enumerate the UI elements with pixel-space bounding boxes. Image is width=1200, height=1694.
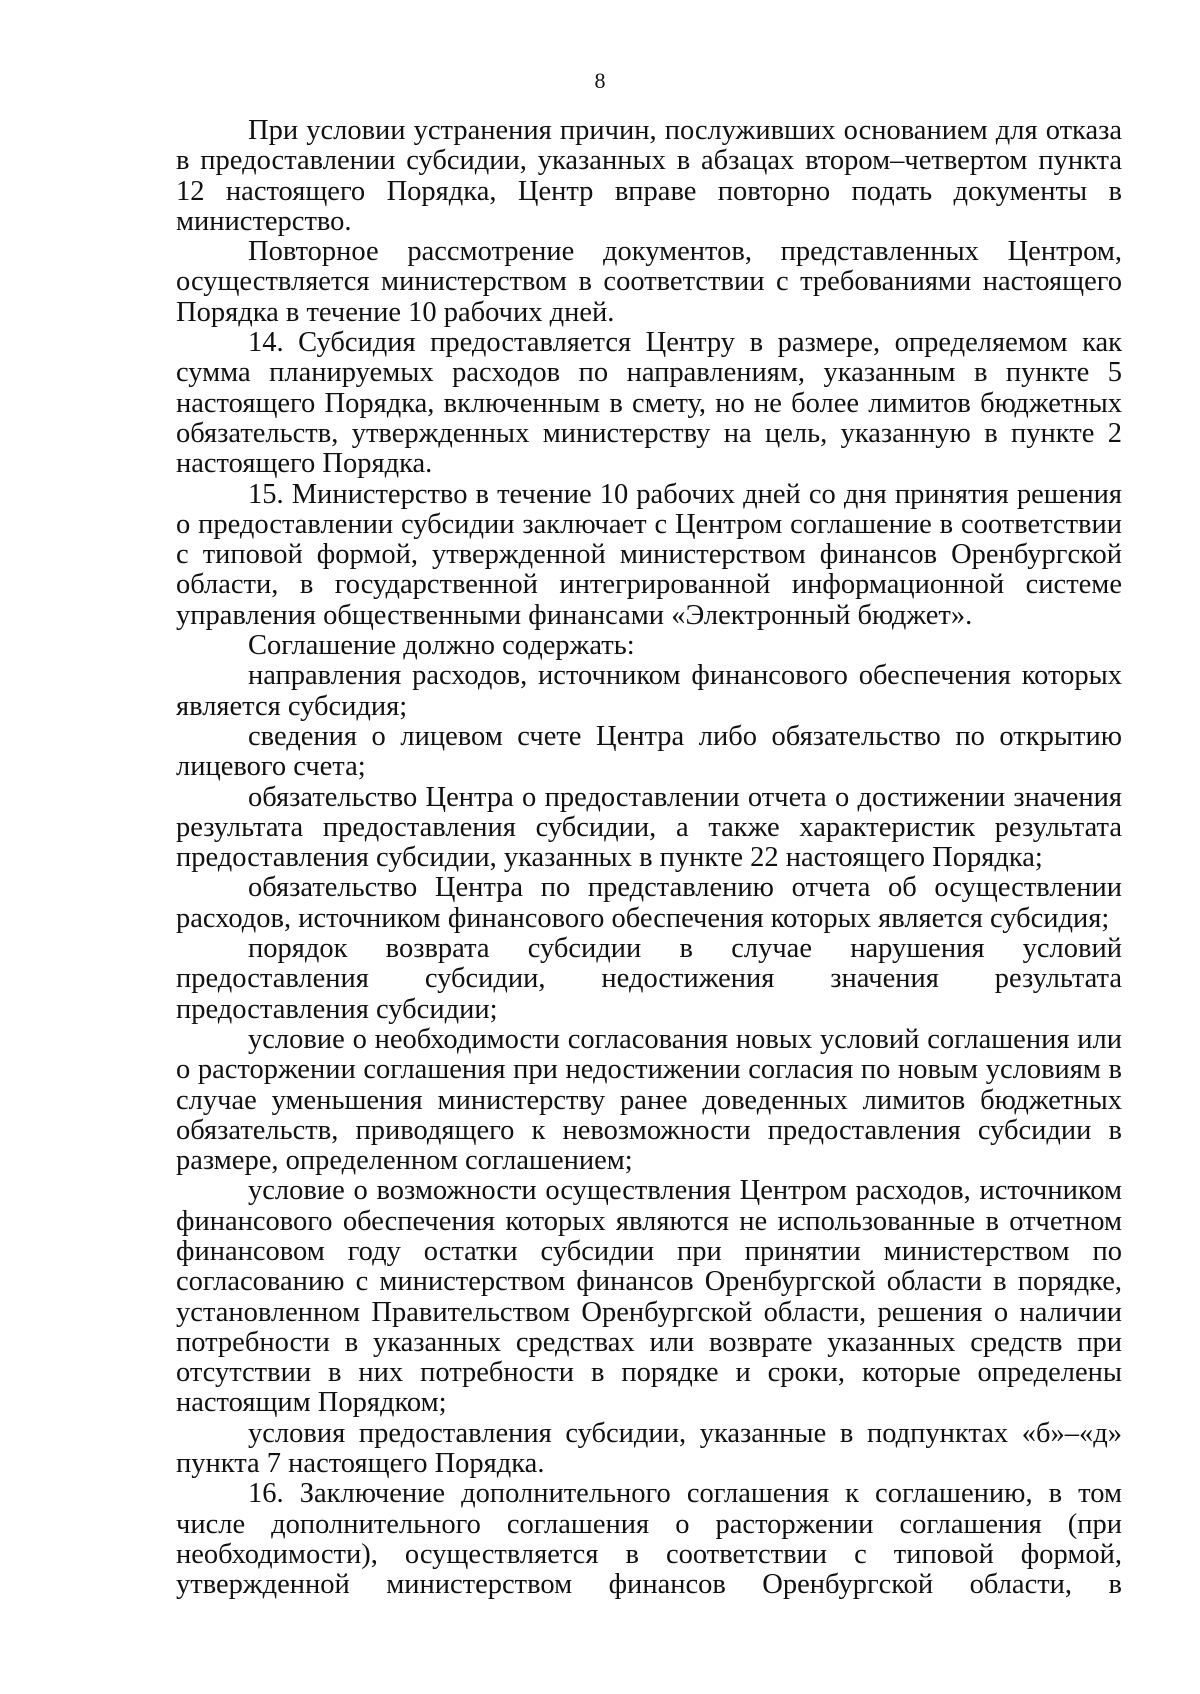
paragraph-item-14: 14. Субсидия предоставляется Центру в размере, определяемом как сумма планируемых расходов по направлениям, указанным в пункте 5 настоящего Порядка, включенным в смету, но не более лимитов бюджетных обязательств, утвержденных министерству на цель, указанную в пункте 2 настоящего Порядка.	[176, 327, 1122, 480]
paragraph-resubmission: При условии устранения причин, послуживших основанием для отказа в предоставлении субсидии, указанных в абзацах втором–четвертом пункта 12 настоящего Порядка, Центр вправе повторно подать документы в министерство.	[176, 115, 1122, 237]
document-body	[176, 116, 1122, 1601]
paragraph-unused-balances: условие о возможности осуществления Центром расходов, источником финансового обеспечения которых являются не использованные в отчетном финансовом году остатки субсидии при принятии министерством по согласованию с министерством финансов Оренбургской области в порядке, установленном Правительством Оренбургской области, решения о наличии потребности в указанных средствах или возврате указанных средств при отсутствии в них потребности в порядке и сроки, которые определены настоящим Порядком;	[176, 1175, 1122, 1419]
paragraph-item-16: 16. Заключение дополнительного соглашения к соглашению, в том числе дополнительного соглашения о расторжении соглашения (при необходимости), осуществляется в соответствии с типовой формой, утвержденной министерством финансов Оренбургской области, в	[176, 1478, 1122, 1601]
paragraph-expense-directions: направления расходов, источником финансового обеспечения которых является субсидия;	[176, 660, 1122, 722]
page-number: 8	[594, 68, 606, 93]
paragraph-account-details: сведения о лицевом счете Центра либо обязательство по открытию лицевого счета;	[176, 720, 1122, 783]
paragraph-new-conditions: условие о необходимости согласования новых условий соглашения или о расторжении соглашения при недостижении согласия по новым условиям в случае уменьшения министерству ранее доведенных лимитов бюджетных обязательств, приводящего к невозможности предоставления субсидии в размере, определенном соглашением;	[176, 1023, 1122, 1177]
paragraph-results-report: обязательство Центра о предоставлении отчета о достижении значения результата предоставления субсидии, а также характеристик результата предоставления субсидии, указанных в пункте 22 настоящего Порядка;	[176, 781, 1122, 874]
paragraph-agreement-contents-heading: Соглашение должно содержать:	[248, 630, 635, 662]
paragraph-expense-report: обязательство Центра по представлению отчета об осуществлении расходов, источником финансового обеспечения которых является субсидия;	[176, 872, 1122, 934]
paragraph-item-15: 15. Министерство в течение 10 рабочих дней со дня принятия решения о предоставлении субсидии заключает с Центром соглашение в соответствии с типовой формой, утвержденной министерством финансов Оренбургской области, в государственной интегрированной информационной системе управления общественными финансами «Электронный бюджет».	[176, 478, 1122, 631]
paragraph-refund-procedure: порядок возврата субсидии в случае нарушения условий предоставления субсидии, недостижения значения результата предоставления субсидии;	[176, 933, 1122, 1025]
paragraph-provision-conditions: условия предоставления субсидии, указанные в подпунктах «б»–«д» пункта 7 настоящего Порядка.	[176, 1417, 1122, 1480]
paragraph-repeat-review: Повторное рассмотрение документов, представленных Центром, осуществляется министерством в соответствии с требованиями настоящего Порядка в течение 10 рабочих дней.	[176, 236, 1122, 328]
